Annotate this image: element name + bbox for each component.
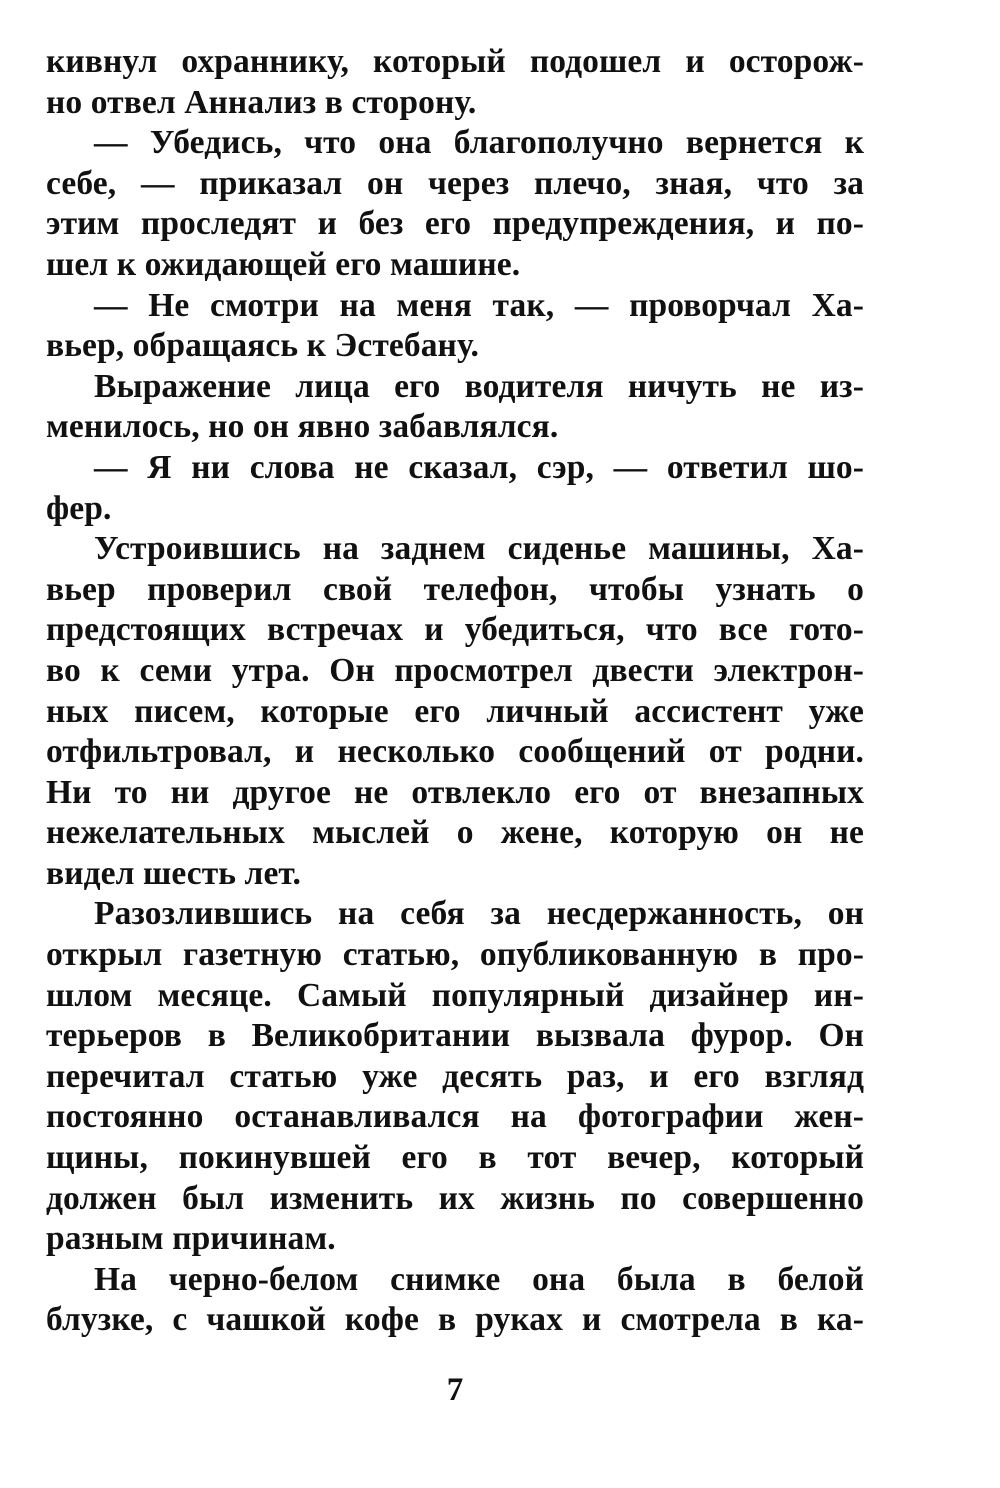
text-line: во к семи утра. Он просмотрел двести электрон- [46,651,864,689]
text-line: фер. [46,489,112,527]
text-line: постоянно останавливался на фотографии жен- [46,1098,864,1136]
text-line: — Я ни слова не сказал, сэр, — ответил шо- [94,448,864,486]
page-number-label: 7 [446,1372,464,1408]
text-line: блузке, с чашкой кофе в руках и смотрела в ка- [46,1301,864,1339]
text-line: — Убедись, что она благополучно вернется к [94,124,864,162]
text-line: ных писем, которые его личный ассистент уже [46,692,864,730]
text-line: Ни то ни другое не отвлекло его от внезапных [46,773,864,811]
text-line: шел к ожидающей его машине. [46,245,521,283]
text-line: терьеров в Великобритании вызвала фурор. Он [46,1017,864,1055]
text-line: себе, — приказал он через плечо, зная, что за [46,164,864,202]
text-line: видел шесть лет. [46,854,301,892]
text-line: шлом месяце. Самый популярный дизайнер ин- [46,976,864,1014]
text-line: Устроившись на заднем сиденье машины, Ха- [94,530,864,568]
text-line: должен был изменить их жизнь по совершенно [46,1179,864,1217]
text-line: вьер, обращаясь к Эстебану. [46,327,479,365]
text-line: Разозлившись на себя за несдержанность, он [94,895,864,933]
text-line: разным причинам. [46,1220,336,1258]
text-line: но отвел Аннализ в сторону. [46,83,477,121]
text-line: кивнул охраннику, который подошел и осторож- [46,43,864,80]
text-line: этим проследят и без его предупреждения, и по- [46,205,864,243]
text-line: отфильтровал, и несколько сообщений от родни. [46,733,864,771]
text-line: перечитал статью уже десять раз, и его взгляд [46,1057,864,1095]
body-text [46,42,864,1341]
text-line: щины, покинувшей его в тот вечер, который [46,1139,864,1177]
text-line: На черно-белом снимке она была в белой [94,1260,864,1298]
text-line: открыл газетную статью, опубликованную в про- [46,936,864,974]
text-line: вьер проверил свой телефон, чтобы узнать о [46,570,864,608]
text-line: предстоящих встречах и убедиться, что все гото- [46,611,864,649]
page-number [0,1370,1000,1410]
text-line: нежелательных мыслей о жене, которую он не [46,814,864,852]
text-line: Выражение лица его водителя ничуть не из- [94,367,864,405]
text-line: — Не смотри на меня так, — проворчал Ха- [94,286,864,324]
text-line: менилось, но он явно забавлялся. [46,408,559,446]
